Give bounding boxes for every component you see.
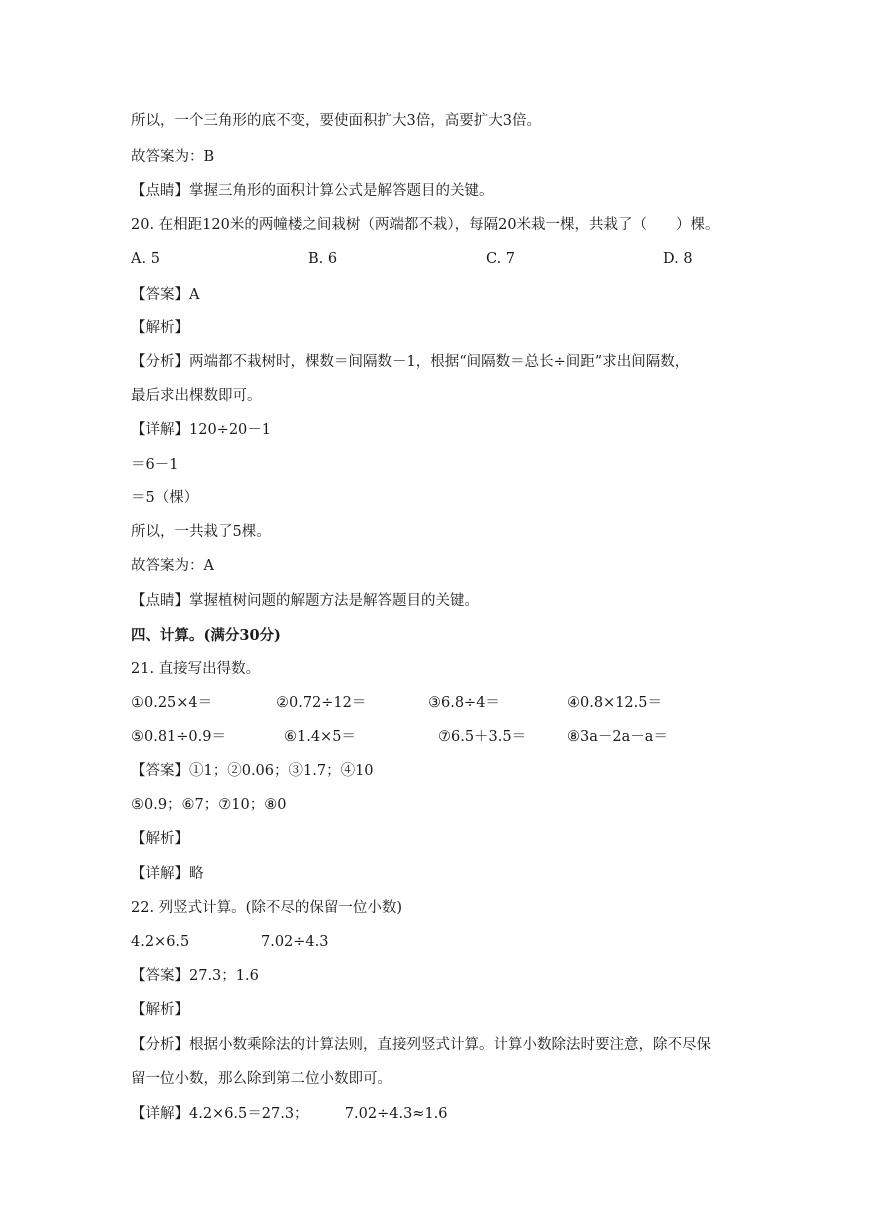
choice-b: B. 6 xyxy=(308,251,338,267)
answer-b: 故答案为：B xyxy=(131,149,215,165)
question-20-conclusion: 故答案为：A xyxy=(131,558,214,574)
question-22-items xyxy=(131,932,431,952)
question-21-answer-line-2: ⑤0.9；⑥7；⑦10；⑧0 xyxy=(131,797,287,813)
question-22-detail-line: 【详解】4.2×6.5＝27.3； 7.02÷4.3≈1.6 xyxy=(131,1106,448,1122)
question-21-detail: 【详解】略 xyxy=(131,866,204,882)
question-21-analysis-title: 【解析】 xyxy=(131,831,189,847)
calc-item-5: ⑤0.81÷0.9＝ xyxy=(131,729,226,745)
question-20-analysis-title: 【解析】 xyxy=(131,320,189,336)
question-21-row-1 xyxy=(131,693,731,713)
question-20-analysis-line-2: 最后求出棵数即可。 xyxy=(131,388,262,404)
calc-item-3: ③6.8÷4＝ xyxy=(428,695,500,711)
question-20-tip: 【点睛】掌握植树问题的解题方法是解答题目的关键。 xyxy=(131,593,479,609)
choice-c: C. 7 xyxy=(486,251,516,267)
question-22: 22. 列竖式计算。(除不尽的保留一位小数) xyxy=(131,900,402,916)
calc-item-7: ⑦6.5＋3.5＝ xyxy=(438,729,527,745)
question-22-analysis-line-2: 留一位小数，那么除到第二位小数即可。 xyxy=(131,1071,392,1087)
vertical-item-1: 4.2×6.5 xyxy=(131,934,190,950)
question-20-analysis-line-1: 【分析】两端都不栽树时，棵数＝间隔数－1，根据“间隔数＝总长÷间距”求出间隔数， xyxy=(131,354,690,370)
question-20-detail-line-2: ＝6－1 xyxy=(131,457,179,473)
question-22-analysis-title: 【解析】 xyxy=(131,1002,189,1018)
tip-triangle: 【点睛】掌握三角形的面积计算公式是解答题目的关键。 xyxy=(131,183,494,199)
triangle-conclusion: 所以，一个三角形的底不变，要使面积扩大3倍，高要扩大3倍。 xyxy=(131,113,541,129)
question-22-answer: 【答案】27.3；1.6 xyxy=(131,968,259,984)
calc-item-6: ⑥1.4×5＝ xyxy=(284,729,356,745)
question-21-answer-line-1: 【答案】①1；②0.06；③1.7；④10 xyxy=(131,763,374,779)
choice-d: D. 8 xyxy=(663,251,693,267)
question-22-analysis-line-1: 【分析】根据小数乘除法的计算法则，直接列竖式计算。计算小数除法时要注意，除不尽保 xyxy=(131,1037,711,1053)
calc-item-2: ②0.72÷12＝ xyxy=(276,695,367,711)
question-20-answer: 【答案】A xyxy=(131,287,200,303)
calc-item-1: ①0.25×4＝ xyxy=(131,695,213,711)
question-20: 20. 在相距120米的两幢楼之间栽树（两端都不栽），每隔20米栽一棵，共栽了（ ）棵。 xyxy=(131,217,720,233)
question-20-choices xyxy=(131,249,731,269)
section-four-title: 四、计算。(满分30分) xyxy=(131,627,281,644)
calc-item-4: ④0.8×12.5＝ xyxy=(567,695,662,711)
question-20-detail-line-1: 【详解】120÷20－1 xyxy=(131,422,272,438)
question-20-detail-line-3: ＝5（棵） xyxy=(131,490,199,506)
vertical-item-2: 7.02÷4.3 xyxy=(261,934,329,950)
calc-item-8: ⑧3a－2a－a＝ xyxy=(567,729,668,745)
question-21-row-2 xyxy=(131,727,731,747)
choice-a: A. 5 xyxy=(131,251,160,267)
question-21: 21. 直接写出得数。 xyxy=(131,661,261,677)
question-20-detail-line-4: 所以，一共栽了5棵。 xyxy=(131,524,271,540)
